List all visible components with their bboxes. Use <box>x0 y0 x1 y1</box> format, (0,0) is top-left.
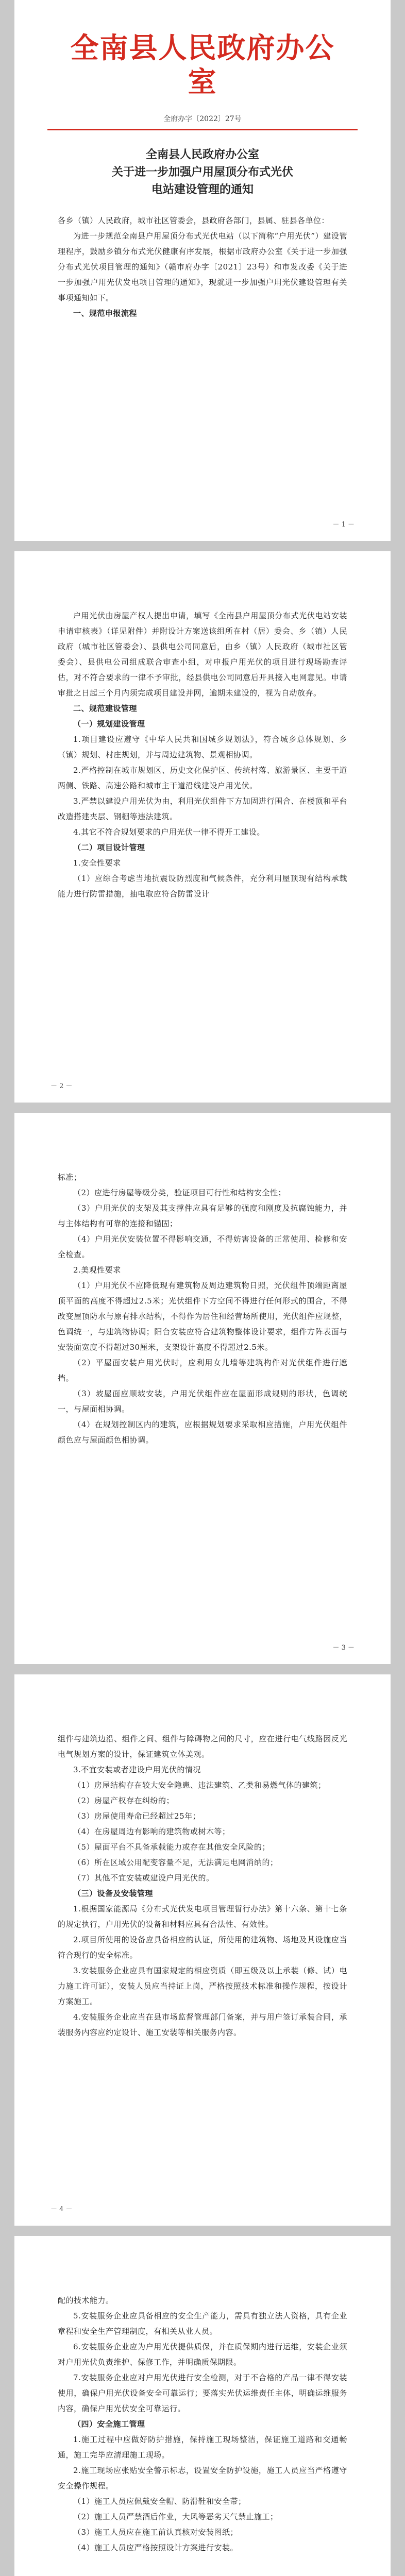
body-paragraph: 为进一步规范全南县户用屋顶分布式光伏电站（以下简称“户用光伏”）建设管理程序，鼓励乡镇分布式光伏健康有序发展，根据市政府办公室《关于进一步加强分布式光伏项目管理的通知》（赣市府办字〔2021〕23号）和市发改委《关于进一步加强户用光伏发电项目管理的通知》，现就进一步加强户用光伏建设管理有关事项通知如下。 <box>58 231 347 303</box>
body-paragraph: （3）户用光伏的支架及其支撑件应具有足够的强度和刚度及抗腐蚀能力，并与主体结构有可靠的连接和锚固； <box>58 1204 347 1228</box>
page-body <box>58 1170 347 1448</box>
body-paragraph: （4）户用光伏安装位置不得影响交通，不得妨害设备的正常使用、检修和安全检查。 <box>58 1234 347 1259</box>
red-divider-line <box>47 129 358 130</box>
body-paragraph: （1）施工人员应佩戴安全帽、防滑鞋和安全带； <box>73 2497 246 2506</box>
issuing-office-header: 全南县人民政府办公室 <box>70 31 335 98</box>
page-body <box>58 2293 347 2555</box>
body-paragraph: 户用光伏由房屋产权人提出申请，填写《全南县户用屋顶分布式光伏电站安装申请审核表》（详见附件）并附设计方案送该组所在村（居）委会、乡（镇）人民政府（城市社区管委会）、县供电公司同意后，由乡（镇）人民政府（城市社区管委会）、县供电公司组成联合审查小组，对申报户用光伏的项目进行现场勘查评估，对不符合要求的一律不予审批，经县供电公司同意后开具接入电网意见。申请审批之日起三个月内须完成项目建设并网，逾期未建设的，视为自动放弃。 <box>58 611 347 698</box>
body-paragraph: （3）施工人员应在施工前认真核对安装图纸； <box>73 2528 239 2537</box>
body-paragraph: （4）在房屋周边有影响的建筑物或树木等； <box>73 1827 230 1836</box>
body-paragraph: 标准； <box>58 1173 82 1182</box>
page-number: － 4 － <box>50 2206 73 2213</box>
body-paragraph: 2.严格控制在城市规划区、历史文化保护区、传统村落、旅游景区、主要干道两侧、铁路、高速公路和城市主干道沿线建设户用光伏。 <box>58 766 347 790</box>
document-number: 全府办字〔2022〕27号 <box>163 115 242 123</box>
body-paragraph: （4）施工人员应严格按照设计方案进行安装。 <box>73 2543 239 2552</box>
body-paragraph: 2.施工现场应张贴安全警示标志，设置安全防护设施，施工人员应当严格遵守安全操作规程。 <box>58 2466 347 2490</box>
page-number: － 2 － <box>50 1082 73 1090</box>
notice-title-line: 全南县人民政府办公室 <box>145 148 259 161</box>
body-paragraph: （2）房屋产权存在纠纷的； <box>73 1796 175 1805</box>
notice-title-line: 关于进一步加强户用屋顶分布式光伏 <box>111 165 293 179</box>
body-paragraph: 组件与建筑边沿、组件之间、组件与障碍物之间的尺寸，应在进行电气线路因反光电气规划方案的设计，保证建筑立体美观。 <box>58 1734 347 1759</box>
body-paragraph: 1.根据国家能源局《分布式光伏发电项目管理暂行办法》第十六条、第十七条的规定执行，户用光伏的设备和材料应具有合法性、有效性。 <box>58 1904 347 1929</box>
body-paragraph: （3）房屋使用寿命已经超过25年； <box>73 1811 201 1821</box>
body-paragraph: （1）应综合考虑当地抗震设防烈度和气候条件，充分利用屋顶现有结构承载能力进行防雷措施，抽电取应符合防雷设计 <box>58 874 347 899</box>
body-paragraph: 5.安装服务企业应具备相应的安全生产能力，需具有独立法人资格，具有企业章程和安全生产管理制度，有相关从业人员。 <box>58 2311 347 2336</box>
subsection-heading: （一）规划建设管理 <box>73 719 145 728</box>
body-paragraph: 2.项目所使用的设备应具备相应的认证，所使用的建筑物、场地及其设施应当符合现行的安全标准。 <box>58 1935 347 1960</box>
section-heading: 二、规范建设管理 <box>73 704 138 713</box>
body-paragraph: 各乡（镇）人民政府，城市社区管委会，县政府各部门，县属、驻县各单位： <box>58 216 330 226</box>
body-paragraph: （2）应进行房屋等级分类，验证项目可行性和结构安全性； <box>73 1188 286 1197</box>
body-paragraph: 4.安装服务企业应当在县市场监督管理部门备案，并与用户签订承装合同，承装服务内容应约定设计、施工安装等相关服务内容。 <box>58 2012 347 2037</box>
subsection-heading: （二）项目设计管理 <box>73 843 145 852</box>
body-paragraph: 3.严禁以建设户用光伏为由，利用光伏组件下方加固进行围合、在楼顶和平台改造搭建夹层、钢棚等违法建筑。 <box>58 796 347 821</box>
body-paragraph: 1.安全性要求 <box>73 858 121 868</box>
section-heading: 一、规范申报流程 <box>73 309 138 318</box>
body-paragraph: 6.安装服务企业应为户用光伏提供质保，并在质保期内进行运维，安装企业须对户用光伏负责维护、保修工作，并明确质保期限。 <box>58 2342 347 2367</box>
document-page-3 <box>14 1113 391 1664</box>
document-page-2 <box>14 551 391 1103</box>
document-page-5 <box>14 2236 391 2576</box>
body-paragraph: （1）户用光伏不应降低现有建筑物及周边建筑物日照，光伏组件顶端距离屋顶平面的高度不得超过2.5米；光伏组件下方空间不得进行任何形式的围合，不得改变屋顶防水与原有排水结构，不得作为居住和经营场所使用，光伏组件应规整，色调统一，与建筑物协调；阳台安装应符合建筑物整体设计要求，组件方阵表面与安装面宽度不得超过30厘米，支架设计高度不得超过2.5米。 <box>58 1281 347 1352</box>
body-paragraph: 3.安装服务企业应具有国家规定的相应资质（即五级及以上承装（修、试）电力施工许可证），安装人员应当持证上岗，严格按照技术标准和操作规程，按设计方案施工。 <box>58 1966 347 2006</box>
page-body <box>58 213 347 321</box>
body-paragraph: 1.项目建设应遵守《中华人民共和国城乡规划法》，符合城乡总体规划、乡（镇）规划、村庄规划，并与周边建筑物、景观相协调。 <box>58 735 347 759</box>
body-paragraph: （4）在规划控制区内的建筑，应根据规划要求采取相应措施，户用光伏组件颜色应与屋面颜色相协调。 <box>58 1420 347 1445</box>
body-paragraph: （2）施工人员严禁酒后作业，大风等恶劣天气禁止施工； <box>73 2512 278 2521</box>
body-paragraph: 配的技术能力。 <box>58 2296 114 2305</box>
body-paragraph: 1.施工过程中应做好防护措施，保持施工现场整洁，保证施工道路和交通畅通，施工完毕应清理施工现场。 <box>58 2435 347 2460</box>
body-paragraph: （2）平屋面安装户用光伏时，应利用女儿墙等建筑构件对光伏组件进行遮挡。 <box>58 1358 347 1383</box>
page-number: － 3 － <box>332 1644 355 1652</box>
page-body <box>58 608 347 902</box>
body-paragraph: （7）其他不宜安装或建设户用光伏的。 <box>73 1873 214 1883</box>
page-number: － 1 － <box>332 521 355 529</box>
body-paragraph: 3.不宜安装或者建设户用光伏的情况 <box>73 1765 201 1774</box>
body-paragraph: （6）所在区域公用配变容量不足，无法满足电网消纳的； <box>73 1858 278 1867</box>
body-paragraph: （1）房屋结构存在较大安全隐患、违法建筑、乙类和易燃气体的建筑； <box>73 1781 326 1790</box>
page-body <box>58 1731 347 2040</box>
body-paragraph: （3）坡屋面应顺坡安装，户用光伏组件应在屋面形成规则的形状，色调统一，与屋面相协调。 <box>58 1389 347 1414</box>
body-paragraph: 4.其它不符合规划要求的户用光伏一律不得开工建设。 <box>73 827 265 837</box>
subsection-heading: （四）安全施工管理 <box>73 2419 145 2429</box>
body-paragraph: 2.美观性要求 <box>73 1265 121 1275</box>
subsection-heading: （三）设备及安装管理 <box>73 1889 154 1898</box>
notice-title-line: 电站建设管理的通知 <box>151 183 254 197</box>
document-page-1 <box>14 0 391 541</box>
document-page-4 <box>14 1674 391 2226</box>
body-paragraph: 7.安装服务企业应对户用光伏进行安全检测，对于不合格的产品一律不得安装使用，确保户用光伏设备安全可靠运行；要落实光伏运维责任主体，明确运维服务内容，确保户用光伏安全可靠运行。 <box>58 2373 347 2413</box>
notice-title <box>58 146 347 198</box>
body-paragraph: （5）屋面平台不具备承载能力或存在其他安全风险的； <box>73 1842 271 1852</box>
